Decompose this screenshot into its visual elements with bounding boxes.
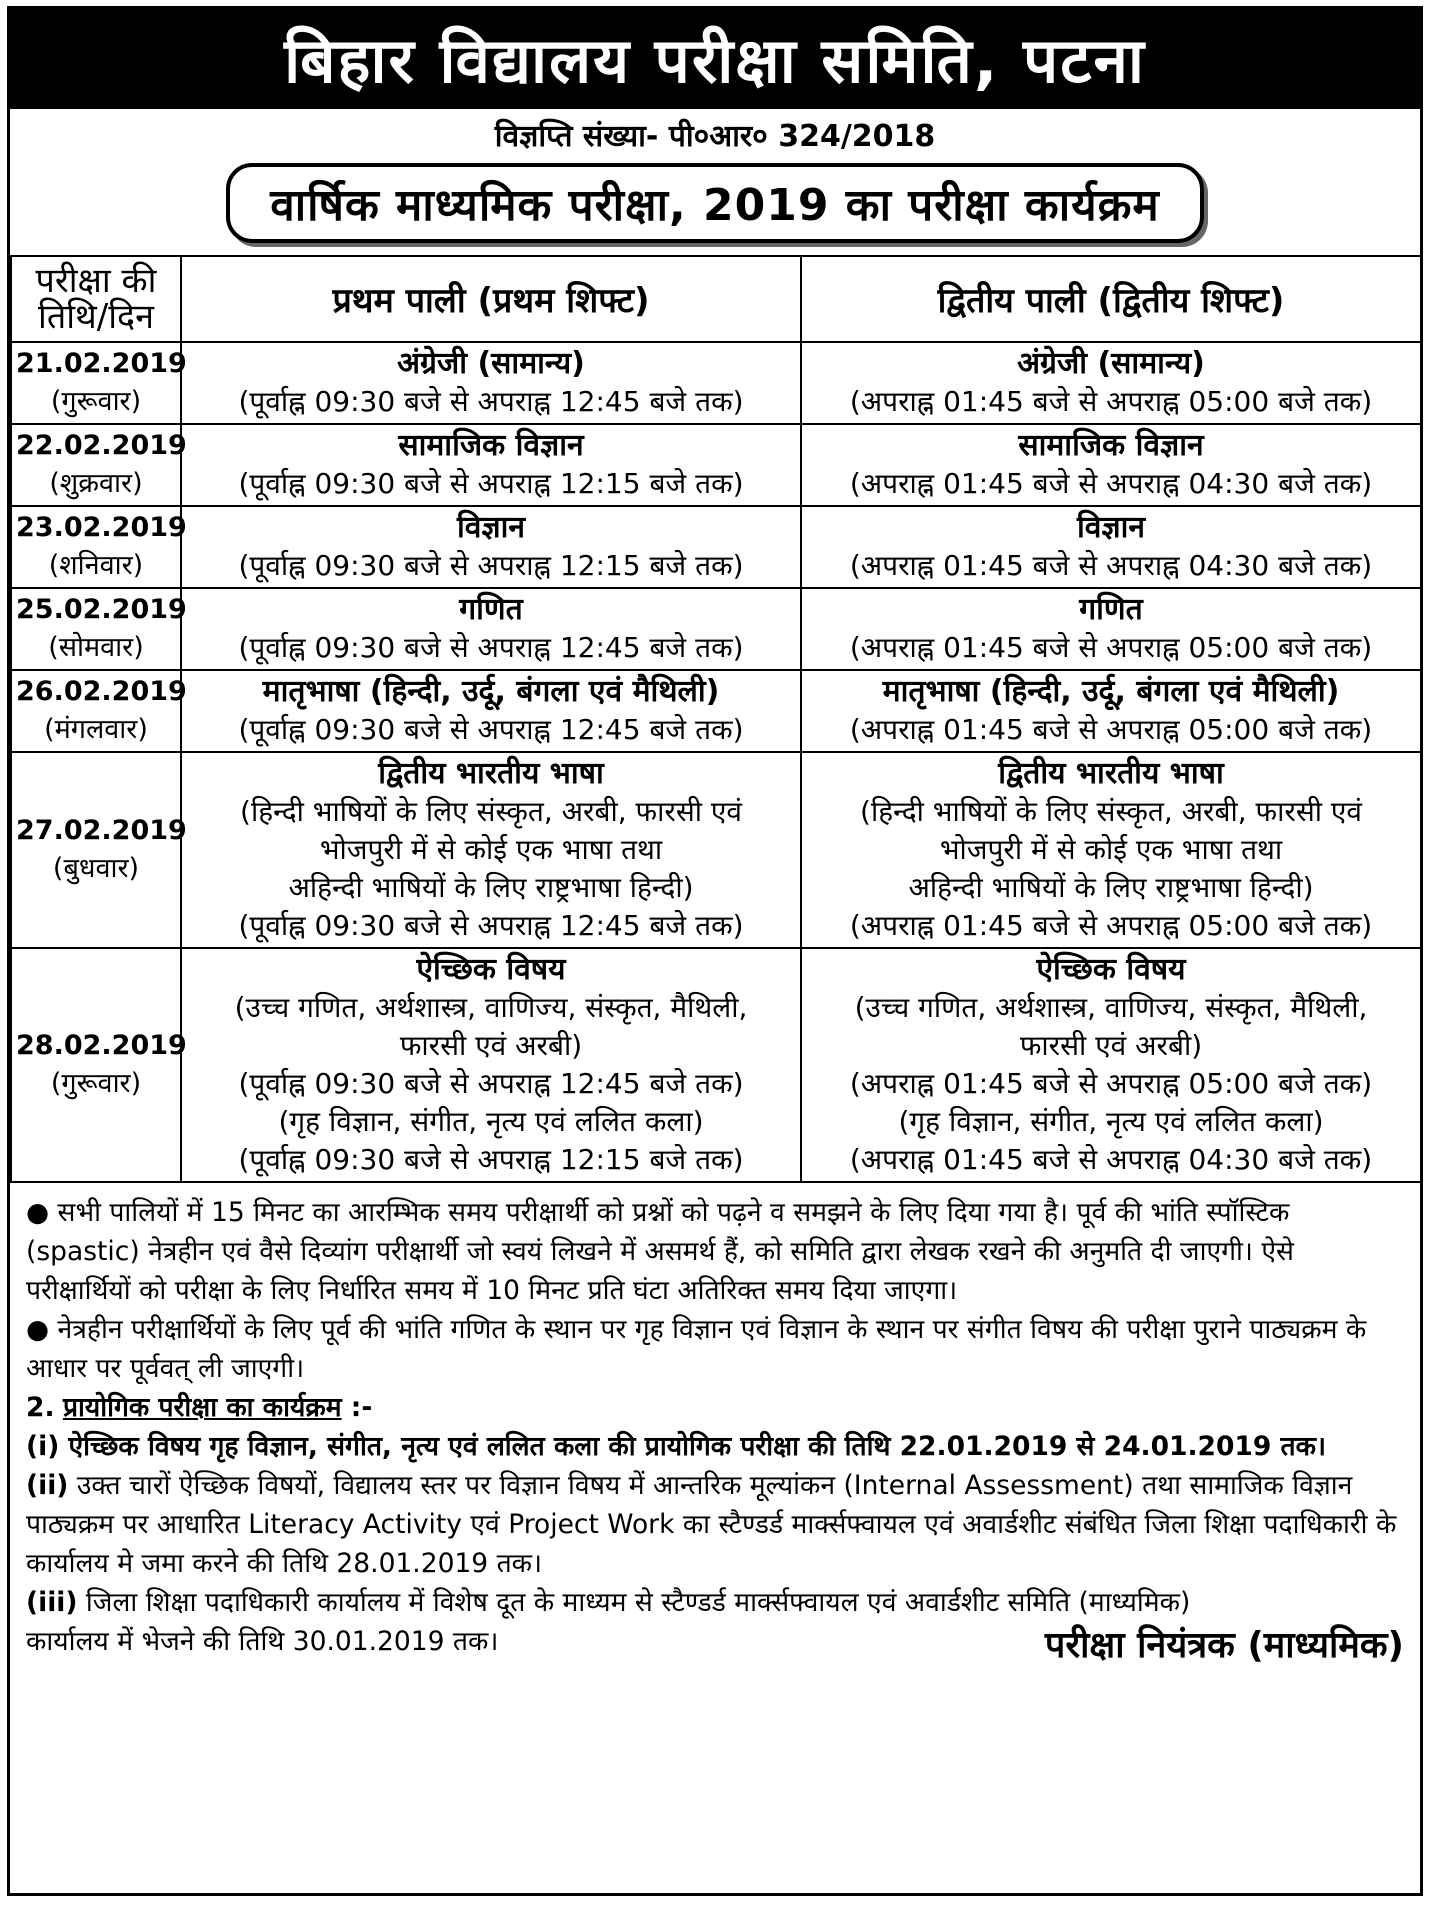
exam-day: (सोमवार) <box>48 632 144 663</box>
note-bullet-1: ● सभी पालियों में 15 मिनट का आरम्भिक समय परीक्षार्थी को प्रश्नों को पढ़ने व समझने के लिए दिया गया है। पूर्व की भांति स्पॉस्टिक (spastic) नेत्रहीन एवं वैसे दिव्यांग परीक्षार्थी जो स्वयं लिखने में असमर्थ हैं, को समिति द्वारा लेखक रखने की अनुमति दी जाएगी। ऐसे परीक्षार्थियों को परीक्षा के लिए निर्धारित समय में 10 मिनट प्रति घंटा अतिरिक्त समय दिया जाएगा। <box>26 1197 1294 1306</box>
exam-day: (शनिवार) <box>48 550 144 581</box>
subject-name: ऐच्छिक विषय <box>416 952 566 987</box>
schedule-detail-line: (अपराह्न 01:45 बजे से अपराह्न 05:00 बजे तक) <box>849 385 1373 418</box>
schedule-detail-line: (अपराह्न 01:45 बजे से अपराह्न 04:30 बजे तक) <box>849 467 1373 500</box>
schedule-detail-line: (पूर्वाह्न 09:30 बजे से अपराह्न 12:15 बजे तक) <box>238 549 744 582</box>
org-title: बिहार विद्यालय परीक्षा समिति, पटना <box>284 24 1146 97</box>
subject-name: विज्ञान <box>1076 510 1146 545</box>
schedule-detail-line: (अपराह्न 01:45 बजे से अपराह्न 04:30 बजे तक) <box>849 549 1373 582</box>
practical-item-3-text-a: जिला शिक्षा पदाधिकारी कार्यालय में विशेष दूत के माध्यम से स्टैण्डर्ड मार्क्सफ्वायल एवं अवार्डशीट समिति (माध्यमिक) <box>77 1587 1191 1618</box>
schedule-detail-line: (अपराह्न 01:45 बजे से अपराह्न 05:00 बजे तक) <box>849 713 1373 746</box>
practical-number: 2. <box>26 1392 55 1423</box>
exam-day: (बुधवार) <box>52 853 140 884</box>
table-row <box>11 424 1421 506</box>
subject-name: सामाजिक विज्ञान <box>1018 428 1204 463</box>
first-shift-cell <box>181 342 801 424</box>
subject-name: गणित <box>1079 592 1143 627</box>
table-row <box>11 342 1421 424</box>
schedule-detail-line: फारसी एवं अरबी) <box>1019 1029 1203 1062</box>
date-cell <box>11 424 187 506</box>
schedule-detail-line: (पूर्वाह्न 09:30 बजे से अपराह्न 12:45 बजे तक) <box>238 909 744 942</box>
schedule-detail-line: अहिन्दी भाषियों के लिए राष्ट्रभाषा हिन्दी) <box>288 871 694 904</box>
first-shift-cell <box>181 506 801 588</box>
second-shift-header: द्वितीय पाली (द्वितीय शिफ्ट) <box>801 256 1421 342</box>
schedule-detail-line: भोजपुरी में से कोई एक भाषा तथा <box>939 833 1283 866</box>
first-shift-cell <box>181 588 801 670</box>
schedule-detail-line: (अपराह्न 01:45 बजे से अपराह्न 04:30 बजे तक) <box>849 1143 1373 1176</box>
subject-name: ऐच्छिक विषय <box>1036 952 1186 987</box>
practical-heading: प्रायोगिक परीक्षा का कार्यक्रम <box>62 1392 342 1423</box>
first-shift-header: प्रथम पाली (प्रथम शिफ्ट) <box>181 256 801 342</box>
schedule-detail-line: (उच्च गणित, अर्थशास्त्र, वाणिज्य, संस्कृत, मैथिली, <box>234 991 748 1024</box>
notes-section <box>10 1183 1420 1666</box>
exam-title: वार्षिक माध्यमिक परीक्षा, 2019 का परीक्षा कार्यक्रम <box>226 163 1204 243</box>
schedule-detail-line: (पूर्वाह्न 09:30 बजे से अपराह्न 12:15 बजे तक) <box>238 467 744 500</box>
exam-day: (शुक्रवार) <box>49 468 143 499</box>
date-cell <box>11 506 187 588</box>
table-row <box>11 588 1421 670</box>
subject-name: मातृभाषा (हिन्दी, उर्दू, बंगला एवं मैथिली) <box>262 674 720 709</box>
schedule-detail-line: (हिन्दी भाषियों के लिए संस्कृत, अरबी, फारसी एवं <box>860 795 1362 828</box>
notice-page <box>7 6 1423 1896</box>
first-shift-cell <box>181 752 801 948</box>
practical-heading-line <box>26 1388 1404 1427</box>
schedule-detail-line: भोजपुरी में से कोई एक भाषा तथा <box>319 833 663 866</box>
date-cell <box>11 752 187 948</box>
date-header-line1: परीक्षा की <box>35 261 157 301</box>
second-shift-cell <box>801 342 1421 424</box>
header-bar <box>10 9 1420 109</box>
date-column-header <box>11 256 181 342</box>
schedule-detail-line: (अपराह्न 01:45 बजे से अपराह्न 05:00 बजे तक) <box>849 1067 1373 1100</box>
exam-day: (मंगलवार) <box>44 714 148 745</box>
exam-date: 27.02.2019 <box>16 815 187 846</box>
subject-name: विज्ञान <box>456 510 526 545</box>
schedule-detail-line: (गृह विज्ञान, संगीत, नृत्य एवं ललित कला) <box>898 1105 1324 1138</box>
schedule-detail-line: (पूर्वाह्न 09:30 बजे से अपराह्न 12:45 बजे तक) <box>238 1067 744 1100</box>
practical-item-2 <box>26 1466 1404 1583</box>
practical-item-2-label: (ii) <box>26 1470 69 1501</box>
subject-name: गणित <box>459 592 523 627</box>
notice-number: विज्ञप्ति संख्या- पी०आर० 324/2018 <box>494 119 936 154</box>
signature-row <box>26 1622 1404 1666</box>
exam-date: 21.02.2019 <box>16 348 187 379</box>
schedule-detail-line: (हिन्दी भाषियों के लिए संस्कृत, अरबी, फारसी एवं <box>240 795 742 828</box>
practical-heading-suffix: :- <box>341 1392 373 1423</box>
date-header-line2: तिथि/दिन <box>38 297 154 337</box>
exam-day: (गुरूवार) <box>50 1068 142 1099</box>
table-row <box>11 670 1421 752</box>
practical-item-3-text-b: कार्यालय में भेजने की तिथि 30.01.2019 तक। <box>26 1626 499 1657</box>
schedule-detail-line: (पूर्वाह्न 09:30 बजे से अपराह्न 12:45 बजे तक) <box>238 631 744 664</box>
date-cell <box>11 948 187 1182</box>
subject-name: अंग्रेजी (सामान्य) <box>397 346 585 381</box>
schedule-detail-line: (अपराह्न 01:45 बजे से अपराह्न 05:00 बजे तक) <box>849 631 1373 664</box>
signature: परीक्षा नियंत्रक (माध्यमिक) <box>1044 1625 1404 1666</box>
practical-item-1: (i) ऐच्छिक विषय गृह विज्ञान, संगीत, नृत्य एवं ललित कला की प्रायोगिक परीक्षा की तिथि 22.01.2019 से 24.01.2019 तक। <box>26 1431 1326 1462</box>
practical-item-3-label: (iii) <box>26 1587 78 1618</box>
table-row <box>11 948 1421 1182</box>
subject-name: मातृभाषा (हिन्दी, उर्दू, बंगला एवं मैथिली) <box>882 674 1340 709</box>
exam-date: 25.02.2019 <box>16 594 187 625</box>
exam-date: 23.02.2019 <box>16 512 187 543</box>
schedule-detail-line: फारसी एवं अरबी) <box>399 1029 583 1062</box>
schedule-detail-line: (गृह विज्ञान, संगीत, नृत्य एवं ललित कला) <box>278 1105 704 1138</box>
subject-name: सामाजिक विज्ञान <box>398 428 584 463</box>
second-shift-cell <box>801 752 1421 948</box>
first-shift-cell <box>181 948 801 1182</box>
note-bullet-2: ● नेत्रहीन परीक्षार्थियों के लिए पूर्व की भांति गणित के स्थान पर गृह विज्ञान एवं विज्ञान के स्थान पर संगीत विषय की परीक्षा पुराने पाठ्यक्रम के आधार पर पूर्ववत् ली जाएगी। <box>26 1314 1367 1384</box>
subject-name: द्वितीय भारतीय भाषा <box>998 756 1224 791</box>
date-cell <box>11 342 187 424</box>
schedule-detail-line: (पूर्वाह्न 09:30 बजे से अपराह्न 12:15 बजे तक) <box>238 1143 744 1176</box>
practical-item-3 <box>26 1583 1404 1622</box>
schedule-detail-line: (पूर्वाह्न 09:30 बजे से अपराह्न 12:45 बजे तक) <box>238 713 744 746</box>
subject-name: अंग्रेजी (सामान्य) <box>1017 346 1205 381</box>
table-row <box>11 752 1421 948</box>
subject-name: द्वितीय भारतीय भाषा <box>378 756 604 791</box>
schedule-detail-line: अहिन्दी भाषियों के लिए राष्ट्रभाषा हिन्दी) <box>908 871 1314 904</box>
exam-schedule-table <box>10 255 1422 1183</box>
schedule-detail-line: (उच्च गणित, अर्थशास्त्र, वाणिज्य, संस्कृत, मैथिली, <box>854 991 1368 1024</box>
date-cell <box>11 588 187 670</box>
second-shift-cell <box>801 424 1421 506</box>
first-shift-cell <box>181 424 801 506</box>
second-shift-cell <box>801 670 1421 752</box>
first-shift-cell <box>181 670 801 752</box>
schedule-detail-line: (अपराह्न 01:45 बजे से अपराह्न 05:00 बजे तक) <box>849 909 1373 942</box>
schedule-detail-line: (पूर्वाह्न 09:30 बजे से अपराह्न 12:45 बजे तक) <box>238 385 744 418</box>
table-row <box>11 506 1421 588</box>
date-cell <box>11 670 187 752</box>
second-shift-cell <box>801 588 1421 670</box>
exam-date: 26.02.2019 <box>16 676 187 707</box>
second-shift-cell <box>801 948 1421 1182</box>
exam-date: 22.02.2019 <box>16 430 187 461</box>
exam-date: 28.02.2019 <box>16 1030 187 1061</box>
exam-day: (गुरूवार) <box>50 386 142 417</box>
second-shift-cell <box>801 506 1421 588</box>
table-header-row <box>11 256 1421 342</box>
practical-item-2-text: उक्त चारों ऐच्छिक विषयों, विद्यालय स्तर पर विज्ञान विषय में आन्तरिक मूल्यांकन (Internal Assessment) तथा सामाजिक विज्ञान पाठ्यक्रम पर आधारित Literacy Activity एवं Project Work का स्टैण्डर्ड मार्क्सफ्वायल एवं अवार्डशीट संबंधित जिला शिक्षा पदाधिकारी के कार्यालय मे जमा करने की तिथि 28.01.2019 तक। <box>26 1470 1397 1579</box>
